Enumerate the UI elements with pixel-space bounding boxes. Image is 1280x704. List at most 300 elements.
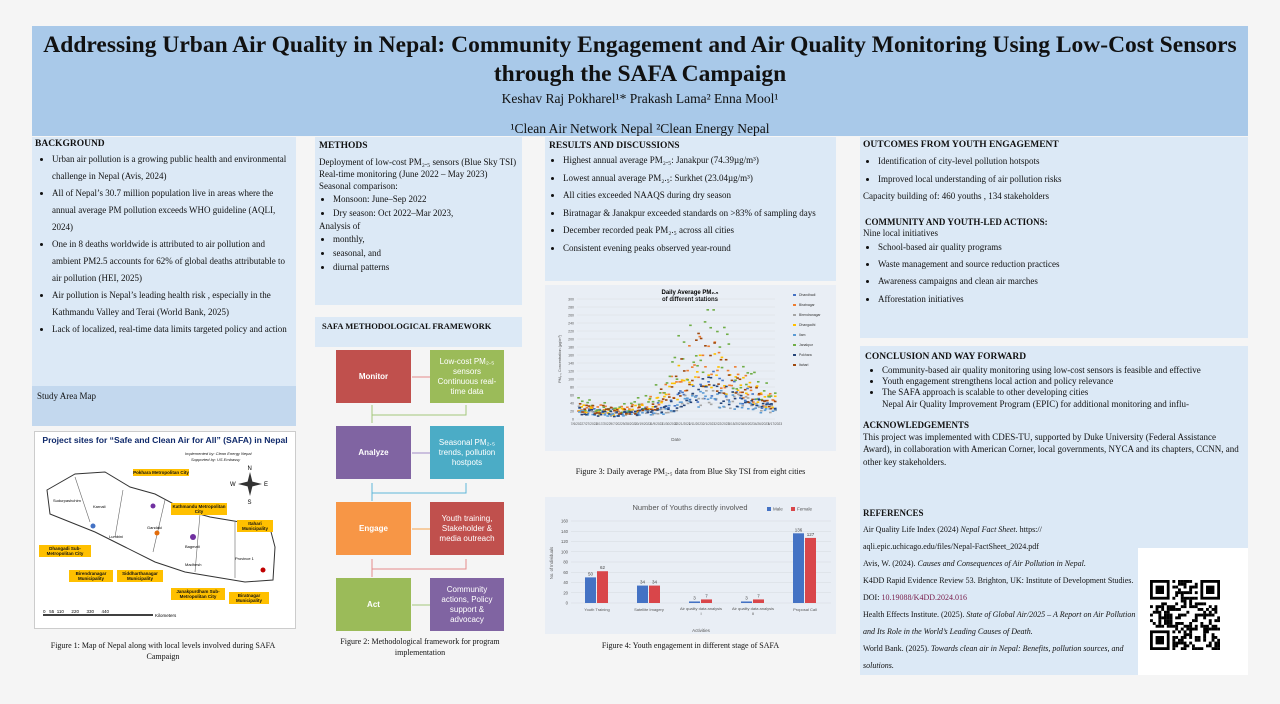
scatter-point	[726, 333, 729, 335]
scatter-point	[726, 399, 729, 401]
qr-module	[1178, 608, 1181, 611]
scatter-point	[584, 408, 587, 410]
list-item: • Monsoon: June–Sep 2022	[333, 192, 522, 206]
qr-module	[1200, 647, 1203, 650]
scatter-point	[720, 392, 723, 394]
qr-module	[1167, 614, 1170, 617]
y-tick-label: 60	[563, 569, 568, 575]
scatter-point	[657, 402, 660, 404]
scatter-point	[765, 382, 768, 384]
qr-module	[1206, 625, 1209, 628]
scatter-point	[582, 404, 585, 406]
qr-module	[1184, 583, 1187, 586]
scatter-point	[631, 406, 634, 408]
scatter-point	[675, 381, 678, 383]
qr-module	[1158, 611, 1161, 614]
qr-module	[1186, 591, 1189, 594]
scatter-point	[757, 381, 760, 383]
y-tick-label: 120	[568, 369, 574, 374]
y-tick-label: 160	[561, 518, 568, 524]
scatter-point	[622, 415, 625, 417]
qr-module	[1158, 622, 1161, 625]
qr-module	[1209, 619, 1212, 622]
scatter-point	[767, 396, 770, 398]
y-axis-label: PM₂.₅ Concentration (µg/m³)	[558, 335, 562, 383]
qr-module	[1212, 625, 1215, 628]
qr-module	[1184, 586, 1187, 589]
qr-module	[1192, 619, 1195, 622]
scatter-point	[616, 409, 619, 411]
map-title: Project sites for “Safe and Clean Air for All” (SAFA) in Nepal	[42, 435, 288, 445]
scatter-point	[719, 346, 722, 348]
qr-module	[1214, 619, 1217, 622]
qr-module	[1164, 602, 1167, 605]
qr-module	[1156, 611, 1159, 614]
scatter-point	[692, 385, 695, 387]
bar	[649, 586, 660, 603]
qr-module	[1198, 614, 1201, 617]
scatter-point	[674, 405, 677, 407]
scatter-point	[588, 409, 591, 411]
x-tick-label: 4/5/2023	[742, 422, 755, 426]
scatter-point	[626, 406, 629, 408]
qr-module	[1172, 636, 1175, 639]
scatter-point	[769, 393, 772, 395]
scatter-point	[649, 396, 652, 398]
qr-module	[1172, 580, 1175, 583]
scatter-point	[667, 407, 670, 409]
qr-module	[1189, 605, 1192, 608]
scatter-point	[719, 407, 722, 409]
scatter-point	[638, 406, 641, 408]
scatter-point	[691, 395, 694, 397]
scatter-point	[603, 402, 606, 404]
qr-module	[1203, 630, 1206, 633]
scatter-point	[740, 395, 743, 397]
scatter-point	[617, 415, 620, 417]
scatter-point	[590, 409, 593, 411]
scatter-point	[765, 407, 768, 409]
map-place-label: Madhesh	[185, 562, 202, 567]
qr-module	[1206, 608, 1209, 611]
qr-module	[1206, 628, 1209, 631]
scatter-point	[710, 387, 713, 389]
qr-module	[1175, 642, 1178, 645]
x-tick-label: 2/22/2023	[715, 422, 730, 426]
scatter-point	[702, 385, 705, 387]
ref1-url[interactable]: aqli.epic.uchicago.edu/files/Nepal-FactSheet_2024.pdf	[863, 542, 1039, 551]
reference-item	[863, 555, 1137, 606]
qr-module	[1200, 602, 1203, 605]
scatter-point	[596, 406, 599, 408]
y-tick-label: 100	[561, 549, 568, 555]
list-item: • Nepal Air Quality Improvement Program (EPIC) for additional monitoring and influ-	[882, 399, 1238, 410]
qr-module	[1184, 580, 1187, 583]
youth-bar-chart	[545, 497, 836, 634]
scatter-point	[692, 393, 695, 395]
qr-module	[1156, 625, 1159, 628]
qr-module	[1167, 616, 1170, 619]
connector-arrow	[372, 483, 466, 501]
framework-step-act: Act	[336, 578, 411, 631]
framework-step-monitor: Monitor	[336, 350, 411, 403]
bar	[585, 577, 596, 603]
qr-module	[1195, 619, 1198, 622]
affiliations: ¹Clean Air Network Nepal ²Clean Energy Nepal	[510, 121, 770, 136]
scatter-point	[690, 401, 693, 403]
scatter-point	[728, 404, 731, 406]
y-tick-label: 140	[561, 528, 568, 534]
scatter-point	[691, 384, 694, 386]
y-tick-label: 0	[572, 417, 574, 422]
qr-module	[1195, 616, 1198, 619]
scatter-point	[671, 386, 674, 388]
scatter-point	[655, 384, 658, 386]
data-label: 136	[794, 527, 803, 533]
qr-module	[1198, 647, 1201, 650]
reference-item	[863, 606, 1137, 640]
qr-module	[1186, 633, 1189, 636]
legend-label: Itahari	[799, 363, 809, 367]
references-heading: REFERENCES	[863, 508, 924, 518]
x-tick-label: 7/6/2022	[570, 422, 584, 426]
qr-module	[1195, 583, 1198, 586]
bar-svg	[545, 497, 836, 634]
qr-module	[1189, 591, 1192, 594]
capacity-text: Capacity building of: 460 youths , 134 stakeholders	[863, 191, 1049, 201]
framework-step-analyze: Analyze	[336, 426, 411, 479]
scatter-point	[752, 409, 755, 411]
scatter-point	[707, 345, 710, 347]
qr-module	[1186, 644, 1189, 647]
scatter-point	[707, 381, 710, 383]
qr-module	[1217, 642, 1220, 645]
scatter-point	[670, 410, 673, 412]
legend-label: Birendranagar	[799, 313, 821, 317]
x-tick-label: 9/28/2022	[622, 422, 637, 426]
scatter-point	[660, 388, 663, 390]
scatter-point	[684, 395, 687, 397]
scatter-point	[741, 403, 744, 405]
y-tick-label: 260	[568, 313, 574, 318]
scatter-point	[669, 376, 672, 378]
scatter-point	[760, 412, 763, 414]
map-place-label: Bagmati	[185, 544, 200, 549]
qr-module	[1164, 614, 1167, 617]
scatter-point	[667, 409, 670, 411]
scatter-point	[656, 408, 659, 410]
list-item: • Highest annual average PM₂.₅: Janakpur (74.39µg/m³)	[563, 152, 836, 170]
qr-module	[1150, 619, 1153, 622]
qr-module	[1172, 647, 1175, 650]
qr-module	[1175, 644, 1178, 647]
qr-module	[1164, 622, 1167, 625]
scatter-point	[653, 412, 656, 414]
scatter-point	[689, 325, 692, 327]
scatter-point	[618, 406, 621, 408]
scatter-point	[631, 409, 634, 411]
legend-label: Female	[797, 506, 813, 512]
scale-label: 0 55 110 220 330 440	[43, 609, 109, 614]
ref1-title: Nepal Fact Sheet.	[960, 525, 1018, 534]
compass-label-e: E	[264, 482, 269, 488]
qr-module	[1203, 639, 1206, 642]
x-tick-label: II	[751, 611, 755, 616]
qr-module	[1172, 642, 1175, 645]
scatter-point	[695, 355, 698, 357]
qr-module	[1181, 600, 1184, 603]
scatter-point	[733, 408, 736, 410]
analysis-list	[319, 232, 522, 274]
scatter-point	[718, 378, 721, 380]
outcomes-heading: OUTCOMES FROM YOUTH ENGAGEMENT	[863, 140, 1059, 150]
qr-module	[1181, 591, 1184, 594]
scatter-point	[768, 406, 771, 408]
qr-module	[1164, 611, 1167, 614]
qr-module	[1170, 616, 1173, 619]
scatter-point	[599, 404, 602, 406]
qr-module	[1189, 628, 1192, 631]
scatter-point	[756, 385, 759, 387]
scatter-point	[607, 408, 610, 410]
x-tick-label: 1/11/2023	[688, 422, 703, 426]
qr-module	[1167, 608, 1170, 611]
scatter-point	[750, 390, 753, 392]
qr-module	[1200, 614, 1203, 617]
qr-module	[1189, 625, 1192, 628]
scatter-point	[604, 411, 607, 413]
scatter-point	[691, 380, 694, 382]
scatter-point	[650, 411, 653, 413]
poster-title: Addressing Urban Air Quality in Nepal: Community Engagement and Air Quality Monitoring Using Low-Cost Sensors through the SAFA Campaign	[43, 32, 1237, 87]
scatter-point	[692, 361, 695, 363]
qr-module	[1181, 580, 1184, 583]
list-item: • All of Nepal’s 30.7 million population live in areas where the annual average PM pollution exceeds WHO guideline (AQLI, 2024)	[52, 185, 296, 236]
bar	[793, 533, 804, 603]
x-tick-label: Proposal Call	[793, 607, 817, 612]
scatter-point	[590, 411, 593, 413]
outcomes-panel	[860, 137, 1248, 338]
scatter-point	[733, 396, 736, 398]
y-tick-label: 200	[568, 337, 574, 342]
scatter-point	[720, 387, 723, 389]
x-tick-label: 10/19/2022	[635, 422, 651, 426]
scatter-point	[746, 372, 749, 374]
qr-module	[1189, 636, 1192, 639]
ref2-doi-link[interactable]: 10.19088/K4DD.2024.016	[881, 593, 968, 602]
qr-module	[1203, 616, 1206, 619]
scatter-point	[596, 412, 599, 414]
qr-module	[1167, 605, 1170, 608]
qr-module	[1189, 597, 1192, 600]
y-tick-label: 160	[568, 353, 574, 358]
bar	[741, 601, 752, 603]
scatter-point	[753, 372, 756, 374]
qr-module	[1184, 636, 1187, 639]
study-area-banner	[32, 386, 296, 426]
methods-body	[319, 156, 522, 274]
scatter-point	[695, 399, 698, 401]
qr-module	[1181, 622, 1184, 625]
scatter-point	[757, 401, 760, 403]
qr-module	[1192, 647, 1195, 650]
qr-module	[1175, 608, 1178, 611]
qr-module	[1175, 594, 1178, 597]
qr-module	[1217, 628, 1220, 631]
scatter-point	[610, 407, 613, 409]
scatter-point	[656, 409, 659, 411]
x-tick-label: 2/1/2023	[702, 422, 716, 426]
qr-finder	[1156, 636, 1164, 644]
scatter-point	[662, 398, 665, 400]
scatter-point	[725, 386, 728, 388]
qr-module	[1200, 608, 1203, 611]
scatter-point	[608, 413, 611, 415]
qr-module	[1170, 625, 1173, 628]
qr-module	[1203, 611, 1206, 614]
qr-module	[1158, 619, 1161, 622]
scatter-point	[765, 400, 768, 402]
scatter-point	[577, 397, 580, 399]
qr-module	[1192, 644, 1195, 647]
references-content	[863, 508, 1137, 674]
scatter-point	[681, 392, 684, 394]
scatter-point	[705, 390, 708, 392]
actions-intro: Nine local initiatives	[863, 228, 938, 238]
x-tick-label: 3/15/2023	[728, 422, 743, 426]
qr-module	[1161, 625, 1164, 628]
background-heading: BACKGROUND	[35, 139, 105, 149]
scatter-point	[702, 371, 705, 373]
scatter-point	[712, 390, 715, 392]
list-item: • Community-based air quality monitoring using low-cost sensors is feasible and effective	[882, 365, 1238, 376]
scatter-point	[702, 355, 705, 357]
x-tick-label: 11/30/2022	[661, 422, 678, 426]
qr-module	[1172, 597, 1175, 600]
legend-label: Male	[773, 506, 783, 512]
qr-module	[1161, 602, 1164, 605]
y-tick-label: 80	[563, 559, 568, 565]
qr-module	[1217, 644, 1220, 647]
scatter-point	[651, 410, 654, 412]
scatter-point	[683, 380, 686, 382]
bar	[701, 599, 712, 603]
qr-module	[1214, 608, 1217, 611]
scatter-point	[641, 409, 644, 411]
bar	[637, 586, 648, 603]
scatter-point	[647, 401, 650, 403]
qr-module	[1184, 625, 1187, 628]
ref2-source: K4DD Rapid Evidence Review 53. Brighton, UK: Institute of Development Studies. DOI:	[863, 576, 1134, 602]
scatter-point	[628, 408, 631, 410]
scatter-point	[697, 333, 700, 335]
y-tick-label: 40	[563, 580, 568, 585]
qr-module	[1214, 636, 1217, 639]
y-tick-label: 120	[561, 539, 568, 544]
scatter-point	[641, 404, 644, 406]
qr-module	[1172, 608, 1175, 611]
scatter-point	[693, 364, 696, 366]
scatter-point	[704, 366, 707, 368]
list-item: • All cities exceeded NAAQS during dry season	[563, 187, 836, 205]
qr-module	[1209, 622, 1212, 625]
x-axis-label: Date	[671, 437, 681, 442]
map-site-label: Pokhara Metropolitan City	[133, 470, 189, 475]
scatter-point	[725, 395, 728, 397]
qr-module	[1167, 619, 1170, 622]
scatter-point	[679, 395, 682, 397]
qr-module	[1195, 636, 1198, 639]
conclusion-list	[860, 365, 1248, 410]
scatter-point	[728, 343, 731, 345]
qr-module	[1189, 602, 1192, 605]
scatter-point	[676, 399, 679, 401]
scatter-point	[716, 331, 719, 333]
figure3-caption: Figure 3: Daily average PM₂.₅ data from Blue Sky TSI from eight cities	[575, 467, 806, 476]
study-area-heading: Study Area Map	[37, 391, 96, 401]
scatter-point	[725, 393, 728, 395]
qr-module	[1195, 597, 1198, 600]
list-item: • School-based air quality programs	[878, 239, 1248, 256]
qr-module	[1150, 614, 1153, 617]
map-place-label: Province 1	[235, 556, 254, 561]
qr-module	[1195, 625, 1198, 628]
actions-list	[860, 239, 1248, 308]
qr-module	[1206, 630, 1209, 633]
scatter-point	[710, 404, 713, 406]
data-label: 62	[599, 565, 606, 571]
scatter-point	[754, 407, 757, 409]
methods-line: Deployment of low-cost PM₂.₅ sensors (Blue Sky TSI)	[319, 157, 517, 167]
scatter-point	[633, 401, 636, 403]
scatter-point	[602, 405, 605, 407]
scatter-point	[588, 405, 591, 407]
scatter-point	[735, 388, 738, 390]
qr-module	[1181, 583, 1184, 586]
qr-module	[1175, 625, 1178, 628]
qr-code-icon[interactable]	[1150, 580, 1220, 650]
scatter-point	[585, 405, 588, 407]
qr-module	[1212, 633, 1215, 636]
outcomes-list	[860, 153, 1248, 188]
scatter-point	[668, 405, 671, 407]
scatter-point	[736, 406, 739, 408]
qr-module	[1214, 605, 1217, 608]
scatter-point	[683, 341, 686, 343]
qr-module	[1195, 602, 1198, 605]
qr-module	[1184, 614, 1187, 617]
scatter-point	[697, 376, 700, 378]
list-item: • The SAFA approach is scalable to other developing cities	[882, 387, 1238, 398]
figure2-caption: Figure 2: Methodological framework for program implementation	[340, 637, 500, 657]
qr-module	[1181, 647, 1184, 650]
pm25-scatter-chart	[545, 285, 836, 451]
qr-module	[1178, 616, 1181, 619]
ref1-author: Air Quality Life Index (2024)	[863, 525, 961, 534]
scatter-point	[665, 399, 668, 401]
map-site-marker	[155, 531, 160, 536]
map-place-label: Lumbini	[109, 534, 124, 539]
bar	[597, 571, 608, 603]
scatter-point	[625, 413, 628, 415]
scatter-point	[686, 370, 689, 372]
poster-header	[32, 26, 1248, 136]
scatter-point	[584, 410, 587, 412]
scatter-point	[673, 383, 676, 385]
scatter-point	[717, 383, 720, 385]
qr-module	[1186, 625, 1189, 628]
qr-module	[1206, 644, 1209, 647]
